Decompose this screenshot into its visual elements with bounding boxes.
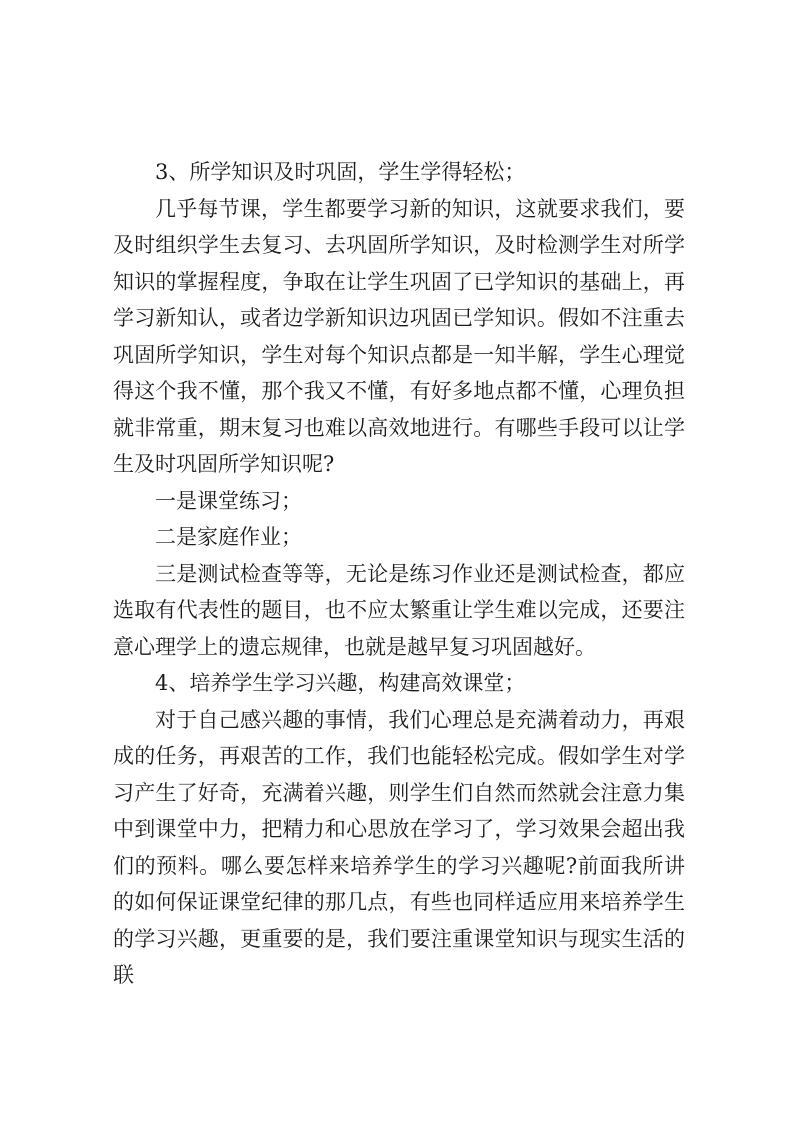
heading-4-interest: 4、培养学生学习兴趣，构建高效课堂； <box>155 671 526 695</box>
paragraph-consolidate-body: 几乎每节课，学生都要学习新的知识，这就要求我们，要及时组织学生去复习、去巩固所学知识，及时检测学生对所学知识的掌握程度，争取在让学生巩固了已学知识的基础上，再学习新知认，或者边学新知识边巩固已学知识。假如不注重去巩固所学知识，学生对每个知识点都是一知半解，学生心理觉得这个我不懂，那个我又不懂，有好多地点都不懂，心理负担就非常重，期末复习也难以高效地进行。有哪些手段可以让学生及时巩固所学知识呢? <box>113 196 685 476</box>
body-text <box>113 154 685 994</box>
heading-3-consolidate: 3、所学知识及时巩固，学生学得轻松； <box>155 160 526 184</box>
list-item-homework: 二是家庭作业； <box>155 525 302 549</box>
paragraph-interest-body: 对于自己感兴趣的事情，我们心理总是充满着动力，再艰成的任务，再艰苦的工作，我们也能轻松完成。假如学生对学习产生了好奇，充满着兴趣，则学生们自然而然就会注意力集中到课堂中力，把精力和心思放在学习了，学习效果会超出我们的预料。哪么要怎样来培养学生的学习兴趣呢?前面我所讲的如何保证课堂纪律的那几点，有些也同样适应用来培养学生的学习兴趣，更重要的是，我们要注重课堂知识与现实生活的联 <box>113 707 685 987</box>
list-item-classroom-practice: 一是课堂练习； <box>155 488 302 513</box>
list-item-testing: 三是测试检查等等，无论是练习作业还是测试检查，都应选取有代表性的题目，也不应太繁重让学生难以完成，还要注意心理学上的遗忘规律，也就是越早复习巩固越好。 <box>113 561 685 659</box>
